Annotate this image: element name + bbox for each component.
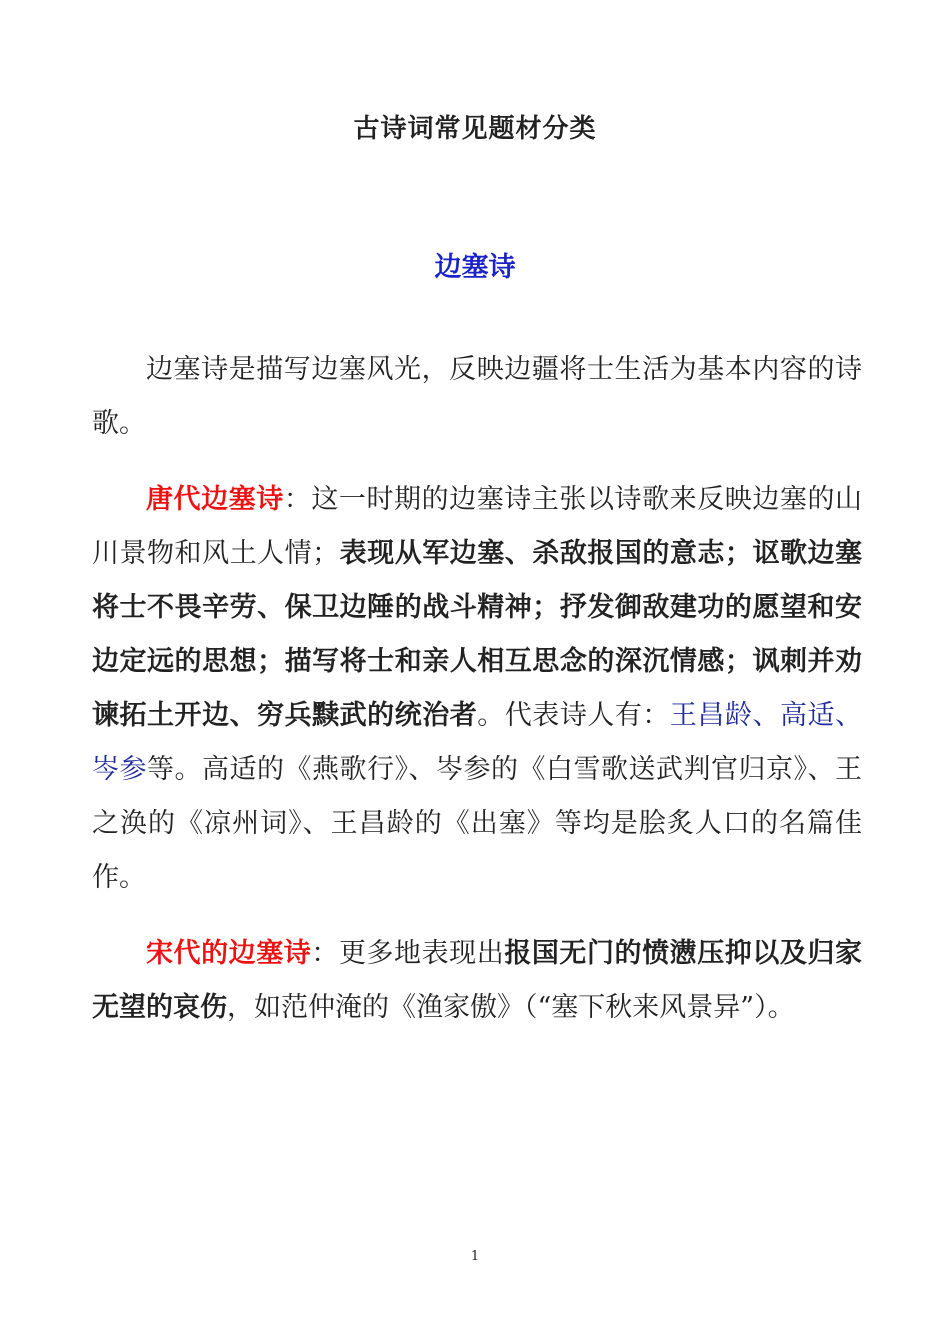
poet-separator: 、 xyxy=(835,700,863,731)
song-paragraph xyxy=(92,927,862,1035)
song-colon: ： xyxy=(311,938,339,969)
tang-paragraph xyxy=(92,473,862,905)
page-title: 古诗词常见题材分类 xyxy=(353,114,597,144)
tang-label: 唐代边塞诗 xyxy=(146,484,284,515)
song-emphasis: 报国无门的愤懑压抑以及归家无望的哀伤 xyxy=(92,938,863,1023)
poet-separator: 、 xyxy=(752,700,780,731)
song-label: 宋代的边塞诗 xyxy=(146,938,312,969)
tang-text-1: 这一时期的边塞诗主张以诗歌来反映边塞的山川景物和风土人情； xyxy=(92,484,863,569)
song-text-2: ，如范仲淹的《渔家傲》（“塞下秋来风景异”）。 xyxy=(227,992,795,1023)
tang-text-2: 。代表诗人有： xyxy=(477,700,670,731)
tang-emphasis: 表现从军边塞、杀敌报国的意志；讴歌边塞将士不畏辛劳、保卫边陲的战斗精神；抒发御敌建功的愿望和安边定远的思想；描写将士和亲人相互思念的深沉情感；讽刺并劝谏拓土开边、穷兵黩武的统治者 xyxy=(92,538,863,731)
tang-colon: ： xyxy=(283,484,312,515)
tang-text-3: 等。高适的《燕歌行》、岑参的《白雪歌送武判官归京》、王之涣的《凉州词》、王昌龄的《出塞》等均是脍炙人口的名篇佳作。 xyxy=(92,754,862,893)
document-body xyxy=(92,343,862,1057)
poet-gao-shi: 高适 xyxy=(780,700,836,731)
song-text-1: 更多地表现出 xyxy=(338,938,505,969)
intro-paragraph: 边塞诗是描写边塞风光，反映边疆将士生活为基本内容的诗歌。 xyxy=(92,354,862,439)
page-number: 1 xyxy=(470,1249,480,1264)
poet-wang-changling: 王昌龄 xyxy=(669,700,753,731)
section-title: 边塞诗 xyxy=(434,252,516,283)
poet-cen-shen: 岑参 xyxy=(92,754,147,785)
